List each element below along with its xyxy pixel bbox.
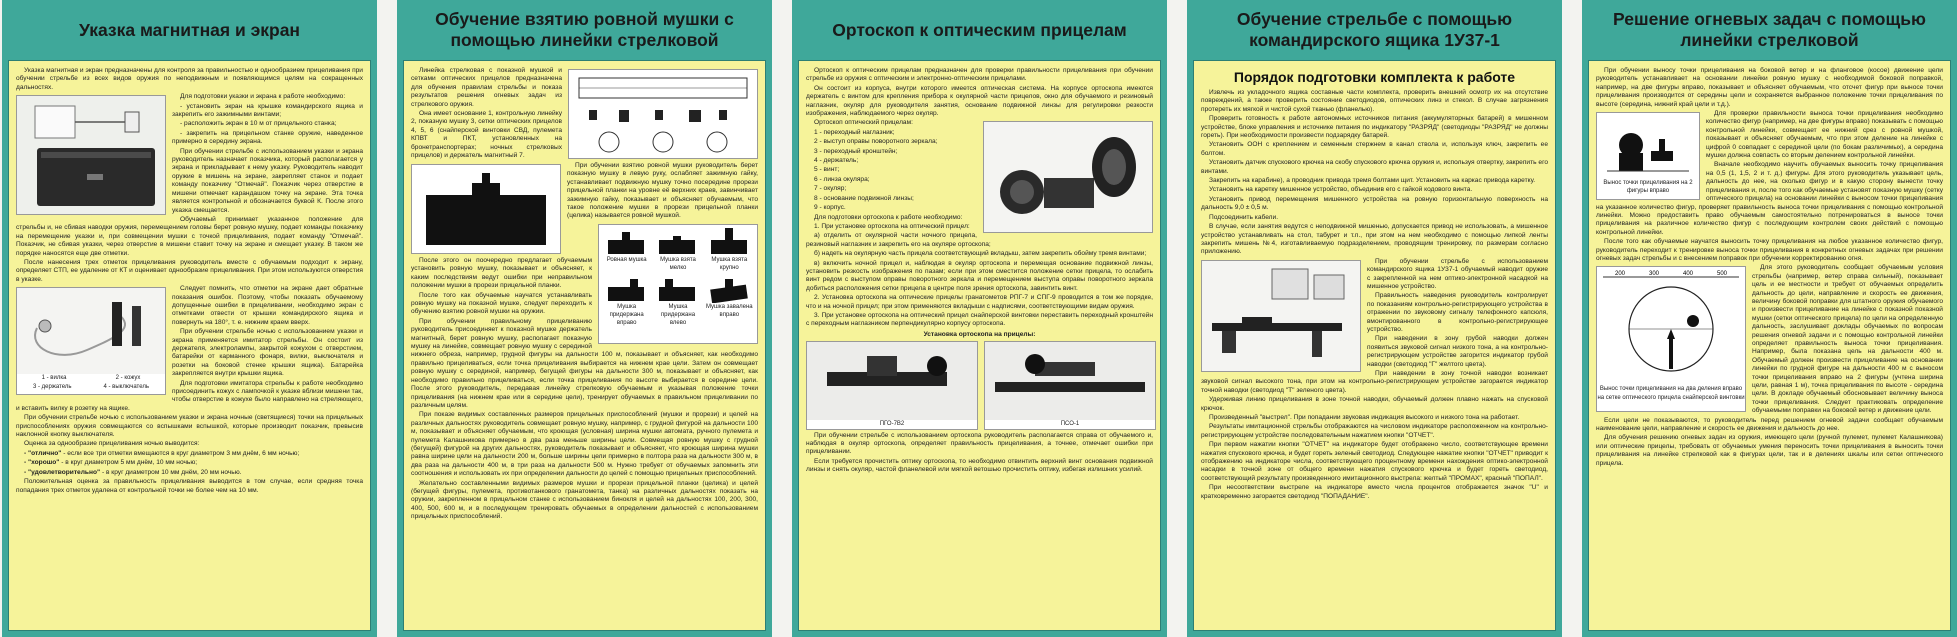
legend-item: 4 - выключатель: [103, 383, 149, 390]
paragraph: Для подготовки имитатора стрельбы к работе необходимо присоединить кожух с лампочкой к указке вблизи мишени так, чтобы отверстие в кожухе было направлено на стреляющего, и вставить вилку в розетку на ящике.: [16, 379, 363, 412]
step: - расположить экран в 10 м от прицельного станка;: [180, 120, 337, 128]
paragraph: Проверить готовность к работе автономных источников питания (аккумуляторных батарей) в мишенном устройстве, блоке управления и источнике питания по индикатору "РАЗРЯД" (светодиоды "РАЗРЯД" не должны гореть). При необходимости произвести подзарядку батарей.: [1201, 115, 1548, 140]
poster-fire-tasks: [1582, 0, 1957, 637]
paragraph: При обучении взятию ровной мушки руководитель берет показную мушку в левую руку, ослабляет зажимную гайку, устанавливает подвижную мушку точно посередине прорези прицельной планки на уровне её верхних краев, завинчивает зажимную гайку, показывает и объясняет обучаемым, что такое положение мушки в прорези прицельной планки (целика) называется ровной мушкой.: [567, 162, 758, 220]
paragraph: При обучении стрельбе ночью с использованием указки и экрана ночные (светящиеся) точки на прицельных приспособлениях оружия совмещаются со вспышками вспышкой, которые производит показчик, превысив наклонной кнопку выключателя.: [16, 414, 363, 439]
poster-body: [8, 60, 371, 631]
paragraph: Установить на каретку мишенное устройство, объединив его с гайкой кодового винта.: [1209, 186, 1473, 194]
paragraph: Она имеет основание 1, контрольную линейку 2, показную мушку 3, сетки оптических прицелов 4, 5, 6 (снайперской винтовки СВД, пулемета КПВТ и ПКТ, установленных на бронетранспортерах; ночных стрелковых прицелов) и держатель магнитный 7.: [411, 110, 562, 160]
part-item: 2 - выступ оправы поворотного зеркала;: [814, 138, 938, 146]
sight-shape: [653, 228, 701, 256]
paragraph: Линейка стрелковая с показной мушкой и сетками оптических прицелов предназначена для обучения правилам стрельбы и показа результатов решения огневых задач из стрелкового оружия.: [411, 67, 562, 108]
sight-shape: [653, 275, 701, 303]
paragraph: а) отделить от окулярной части ночного прицела, резиновый наглазник и закрепить его на окуляре ортоскопа;: [806, 232, 991, 248]
figure-caption: Вынос точки прицеливания на два деления вправо на сетке оптического прицела снайперской винтовки: [1597, 386, 1745, 401]
paragraph: При обучении стрельбе с использованием командирского ящика 1У37-1 обучаемый наводит оружие с закрепленной на нем оптико-электронной насадкой на мишенное устройство.: [1367, 257, 1548, 290]
mount-photo-pgo: [806, 341, 978, 429]
part-item: 6 - линза окуляра;: [814, 175, 870, 183]
part-item: 8 - основание подвижной линзы;: [814, 194, 914, 202]
paragraph: После того как обучаемые научатся выносить точку прицеливания на любое указанное количество фигур, руководитель переходит к тренировке выноса точки прицеливания в конкретных огневых задачах при решении огневых задач стрельбы и с внесением поправок при обучении корректированию огня.: [1596, 238, 1943, 262]
part-item: 1 - переходный наглазник;: [814, 128, 895, 136]
paragraph: Если цели не показываются, то руководитель перед решением огневой задачи сообщает обучаемым наименование цели, направление и скорость ее движения и дальность до нее.: [1596, 416, 1943, 433]
paragraph: При обучении правильному прицеливанию руководитель присоединяет к показной мушке держатель магнитный, берет ровную мушку, располагает показную мушку на линейке, совмещает ровную мушку с серединой нижнего обреза, например, грудной фигуры на дальности 100 м, показывает и объясняет, как необходимо правильно прицеливаться, если точка прицеливания выбирается на нижнем крае цели. Затем он совмещает ровную мушку с серединой, например, бегущей фигуры на дальности 300 м, показывает и объясняет, как необходимо правильно прицеливаться, если точка прицеливания по высоте выбирается в середине цели. После этого руководитель, передавая линейку стрелковую обучаемым и указывая положение точки прицеливания (на нижнем крае или в середине цели), тренирует обучаемых в правильном прицеливании по различным целям.: [411, 317, 758, 409]
poster-body: [403, 60, 766, 631]
paragraph: 2. Установка ортоскопа на оптические прицелы гранатометов РПГ-7 и СПГ-9 проводится в том же порядке, что и на ночной прицел; при этом применяются вкладыши с надписями, соответствующими видам оружия.: [806, 294, 1153, 310]
mount-photo-pso: [984, 341, 1156, 429]
ruler-mark: 300: [1649, 271, 1660, 278]
part-item: 7 - окуляр;: [814, 185, 847, 193]
aim-offset-figure: [1596, 112, 1700, 200]
step: - закрепить на прицельном станке оружие, наведенное примерно в середину экрана.: [172, 129, 363, 146]
paragraph: Установить привод перемещения мишенного устройства на ровную горизонтальную поверхность на дальность 9,0 ± 0,5 м.: [1201, 195, 1548, 212]
paragraph: При несоответствии выстреле на индикаторе вместо числа процентов отображается значок "U" и кратковременно загорается светодиод "ПОПАДАНИЕ".: [1201, 484, 1548, 500]
paragraph: После нанесения трех отметок прицеливания руководитель вместе с обучаемым подходит к экрану, определяет СТП, ее удаление от КТ и оценивает однообразие прицеливания. При этом используются отверстия в указке.: [16, 258, 363, 283]
poster-front-sight-ruler: [397, 0, 772, 637]
paragraph: б) надеть на окулярную часть прицела соответствующий вкладыш, затем закрепить обойму тремя винтами;: [814, 250, 1147, 258]
poster-commander-box: [1187, 0, 1562, 637]
ruler-mark: 400: [1683, 271, 1694, 278]
mount-title: Установка ортоскопа на прицелы:: [923, 330, 1036, 338]
legend-item: 3 - держатель: [32, 383, 72, 390]
sight-label: Ровная мушка: [606, 256, 647, 263]
paragraph: Положительная оценка за правильность прицеливания выводится в том случае, если средняя точка попадания трех отметок удалена от контрольной точки не более чем на 10 мм.: [16, 478, 363, 494]
paragraph: Установить датчик спускового крючка на скобу спускового крючка оружия и, используя отвертку, закрепить его винтами.: [1201, 159, 1548, 175]
scope-reticle-figure: [1596, 266, 1746, 412]
sight-shape: [602, 275, 650, 303]
paragraph: При наведении в зону точной наводки возникает звуковой сигнал высокого тона, при этом на контрольно-регистрирующем устройстве загорается индикатор точной наводки (светодиод "Т" зеленого цвета).: [1201, 370, 1548, 394]
part-item: 5 - винт;: [814, 166, 840, 174]
training-kit-image: [1201, 260, 1361, 372]
paragraph: Произведенный "выстрел". При попадании звуковая индикация высокого и низкого тона на работает.: [1209, 414, 1520, 422]
paragraph: Подсоединить кабели.: [1209, 213, 1279, 221]
sight-shape: [602, 228, 650, 256]
paragraph: Для подготовки ортоскопа к работе необходимо:: [814, 213, 963, 221]
paragraph: 1. При установке ортоскопа на оптический прицел:: [814, 222, 970, 230]
poster-magnetic-pointer: [2, 0, 377, 637]
night-simulator-image: [16, 287, 166, 395]
mount-caption: ПСО-1: [1060, 421, 1080, 428]
step: - установить экран на крышке командирского ящика и закрепить его зажимными винтами;: [172, 102, 363, 119]
grade-item: - "хорошо" - в круг диаметром 5 мм днём, 10 мм ночью;: [24, 459, 198, 467]
grade-item: - "отлично" - если все три отметки вмещаются в круг диаметром 3 мм днём, 6 мм ночью;: [24, 449, 300, 457]
sight-label: Мушка завалена вправо: [705, 303, 753, 319]
figure-caption: Вынос точки прицеливания на 2 фигуры вправо: [1603, 180, 1693, 195]
poster-orthoscope: [792, 0, 1167, 637]
paragraph: Желательно составленными видимых размеров мушки и прорези прицельной планки (целика) и целей (бегущей фигуры, пулемета, противотанкового гранатомета, танка) на различных дальностях показать на оружии, закрепленном в прицельном станке с использованием бинокля и целей на дальностях 100, 200, 300, 400, 500, 600 м, и в последующем тренировать обучаемых в определении дальностей с использованием прицельных приспособлений.: [411, 479, 758, 521]
poster-title: Решение огневых задач с помощью линейки стрелковой: [1613, 9, 1926, 50]
paragraph: Указка магнитная и экран предназначены для контроля за правильностью и однообразием прицеливания при обучении стрельбе из всех видов оружия по неподвижным и появляющимся целям на сокращенных дальностях.: [16, 67, 363, 91]
paragraph: В случае, если занятия ведутся с неподвижной мишенью, допускается привод не использовать, а мишенное устройство устанавливать на стол, табурет и т.п., при этом на нем необходимо с помощью липкой ленты закрепить мишень №4, изготавливаемую подразделением, проводящим тренировку, по размерам согласно приложению.: [1201, 223, 1548, 256]
paragraph: При первом нажатии кнопки "ОТЧЕТ" на индикаторе будет отображено число, соответствующее времени нажатия спускового крючка, и будет гореть зеленый светодиод. Следующее нажатие кнопки "ОТЧЕТ" приводит к отображению на индикаторе числа, соответствующего процентному времени нахождения оптико-электронной насадки в точной зоне от общего времени нажатия спускового крючка и будет гореть светодиод, соответствующий результату произведенного имитационного выстрела: желтый "ПРОМАХ", красный "ПОПАЛ".: [1201, 441, 1548, 482]
paragraph: После этого он поочередно предлагает обучаемым установить ровную мушку, показывает и объясняет, к каким последствиям ведут ошибки при неправильном положении мушки в прорези прицельной планки.: [411, 257, 592, 290]
paragraph: Если требуется прочистить оптику ортоскопа, то необходимо отвинтить верхний винт основания подвижной линзы и снять окуляр, частой фланелевой или мягкой ветошью прочистить оптику, избегая излишних усилий.: [806, 457, 1153, 474]
paragraph: После того как обучаемые научатся устанавливать ровную мушку на показной мушке, следует переходить к обучению взятию ровной мушки на оружии.: [411, 291, 592, 316]
paragraph: Закрепить на карабине), а проводник привода тремя болтами щит. Установить на каркас привода каретку.: [1209, 177, 1536, 185]
legend-item: 2 - кожух: [115, 375, 141, 382]
paragraph: Вначале необходимо научить обучаемых выносить точку прицеливания на 0,5 (1, 1,5, 2 и т. д.) фигуры. Для этого руководитель указывает цель, дальность до нее, на сколько фигур и в какую сторону вынести точку прицеливания и, после того как обучаемые установят показную мушку (сетку оптического прицела) на основании линейки с выносом точки прицеливания на указанное количество фигур, проверяет правильность выноса точки прицеливания с помощью контрольной линейки. Можно предоставить право обучаемым самостоятельно потренироваться в выносе точки прицеливания на различное количество фигур с последующим контролем своих действий с помощью контрольной линейки.: [1596, 161, 1943, 236]
poster-body: [798, 60, 1161, 631]
front-sight-image: [411, 164, 561, 254]
paragraph: Ортоскоп оптический прицелам:: [814, 119, 913, 127]
paragraph: 3. При установке ортоскопа на оптический прицел снайперской винтовки переставить переходный кронштейн с переходным наглазником перпендикулярно корпусу ортоскопа.: [806, 311, 1153, 328]
paragraph: При обучении выносу точки прицеливания на боковой ветер и на фланговое (косое) движение цели руководитель устанавливает на основании линейки ровную мушку с необходимой боковой поправкой, например, на две фигуры вправо, показывает и объясняет обучаемым, что отсчет фигур при выносе точки прицеливания производится от середины цели и сохраняется выбранное положение точки прицеливания по высоте (середина, нижний край цели и т.д.).: [1596, 67, 1943, 108]
section-title: Порядок подготовки комплекта к работе: [1233, 69, 1516, 85]
paragraph: Правильность наведения руководитель контролирует по показаниям контрольно-регистрирующего устройства в отражении по звуковому сигналу телефонного капсюля, вмонтированного в контрольно-регистрирующее устройство.: [1367, 292, 1548, 333]
paragraph: Для проверки правильности выноса точки прицеливания необходимо количество фигур (например, на две фигуры вправо) показывать с помощью контрольной линейки, совмещает ее нижний срез с ровной мушкой, показывает и объясняет обучаемым, что при этом деление на линейке с цифрой 0 совпадает с серединой цели (по бокам различимых), а середина мушки должна совпасть со вторым делением контрольной линейки.: [1706, 110, 1943, 160]
mount-caption: ПГО-7В2: [879, 421, 905, 428]
paragraph: Удерживая линию прицеливания в зоне точной наводки, обучаемый должен плавно нажать на спусковой крючок.: [1201, 396, 1548, 412]
sight-positions-grid: [598, 224, 758, 344]
poster-body: [1193, 60, 1556, 631]
part-item: 4 - держатель;: [814, 157, 859, 165]
paragraph: Он состоит из корпуса, внутри которого имеется оптическая система. На корпусе ортоскопа имеются держатель с винтом для крепления прибора к окулярной части прицелов, окно для обучаемого и резиновый наглазник, окуляр для руководителя занятия, основание подвижной линзы для регулировки резкости изображения, наблюдаемого через окуляр.: [806, 84, 1153, 118]
part-item: 3 - переходный кронштейн;: [814, 147, 898, 155]
paragraph: При обучении стрельбе с использованием указки и экрана руководитель назначает показчика, который располагается у экрана и прикладывает к нему указку. Руководитель наводит оружие в мишень на экране, закрепляет станок и подает команду показчику "Отмечай". Показчик через отверстие в мишени отмечает карандашом точку на экране. Эта точка является контрольной и обозначается буквой К. После этого указка смещается.: [172, 147, 363, 214]
pointer-case-image: [16, 95, 166, 215]
ruler-mark: 200: [1615, 271, 1626, 278]
paragraph: в) включить ночной прицел и, наблюдая в окуляр ортоскопа и перемещая основание подвижной линзы, установить резкость изображения по пазам; если при этом сместится положение сетки прицела, то ослабить винт редом с выступом оправы поворотного зеркала и перемещением выступа оправы поворотного зеркала добиться расположения сетки прицела в центре поля зрения ортоскопа, завинтить винт.: [806, 259, 1153, 292]
paragraph: При наведении в зону грубой наводки должен появиться звуковой сигнал низкого тона, а на контрольно-регистрирующем устройстве загорится индикатор грубой наводки (светодиод "Г" желтого цвета).: [1367, 335, 1548, 368]
paragraph: При показе видимых составленных размеров прицельных приспособлений (мушки и прорези) и целей на различных дальностях руководитель совмещает ровную мушку, например, с грудной фигурой на дальности 100 м, показывает и объясняет обучаемым, что кроющая (условная) ширина мушки автомата, ручного пулемета и пулемета Калашникова примерно в два раза меньше ширины цели. Совмещая ровную мушку с грудной (бегущей) фигурой на других дальностях, руководитель показывает и объясняет, что кроющая ширина мушки равна ширине цели на дальности 200 м, больше ширины цели примерно в полтора раза на дальности 300 м, в два раза на дальности 400 м, в три раза на дальности 500 м. Нужно требует от обучаемых запомнить эти соотношения и использовать их при определении дальности до целей с помощью прицельных приспособлений.: [411, 411, 758, 478]
sight-shape: [705, 275, 753, 303]
poster-title: Обучение взятию ровной мушки с помощью линейки стрелковой: [435, 9, 734, 50]
paragraph: Обучаемый принимает указанное положение для стрельбы и, не сбивая наводки оружия, перемещением головы берет ровную мушку, подает команды показчику на перемещение указки и, при совмещении мушки с точкой прицеливания, подает команду "Отмечай". Показчик, не сбивая указки, через отверстие в мишени ставит точку на экране и смещает указку. В таком же порядке наносятся еще две отметки.: [16, 215, 363, 257]
paragraph: Оценка за однообразие прицеливания ночью выводится:: [24, 440, 200, 448]
paragraph: Для этого руководитель сообщает обучаемым условия стрельбы (например, ветер справа сильный), показывает цель и ее местности и требует от обучаемых определить дальность до цели, направление и скорость ее движения, величину боковой поправки для штатного оружия обучаемого и произвести прицеливание на линейке с показной показной мушки (сетки оптического прицела) по цели на определенную дальность, заслушивает доклады обучаемых по вопросам решения огневой задачи и с помощью контрольной линейки определяет правильность выноса точки прицеливания. Например, была показана цель на дальности 400 м. Обучаемый должен произвести прицеливание на основании линейки по грудной фигуре на дальности 400 м с выносом точки прицеливания вправо на 2 фигуры (учтена ширина цели, равная 1 м), точка прицеливания по высоте - середина цели. В докладе обучаемый обосновывает величину выноса точки прицеливания. Следует практиковать определение обучаемыми поправки на боковой ветер и движение цели.: [1752, 264, 1943, 415]
poster-title: Обучение стрельбе с помощью командирского ящика 1У37-1: [1236, 9, 1513, 50]
paragraph: Установить ООН с креплением и семенным стержнем в канал ствола и, используя ключ, закрепить ее болтом.: [1201, 141, 1548, 157]
sight-label: Мушка взята крупно: [711, 256, 748, 272]
sight-shape: [705, 228, 753, 256]
paragraph: Ортоскоп к оптическим прицелам предназначен для проверки правильности прицеливания при обучении стрельбе из оружия с оптическим и электронно-оптическим прицелами.: [806, 67, 1153, 83]
paragraph: При обучении стрельбе ночью с использованием указки и экрана применяется имитатор стрельбы. Он состоит из держателя, электролампы, закрытой кожухом с отверстием, батарейки от карманного фонаря, вилки, выключателя и розетки на боковой стенке крышки ящика). Батарейка закрепляется внутри крышки ящика.: [172, 328, 363, 378]
ruler-diagram: [568, 69, 758, 159]
poster-title: Ортоскоп к оптическим прицелам: [832, 19, 1127, 40]
sight-label: Мушка придержана вправо: [609, 303, 644, 327]
part-item: 9 - корпус.: [814, 204, 846, 212]
paragraph: Результаты имитационной стрельбы отображаются на числовом индикаторе расположенном на контрольно-регистрирующем устройстве последовательным нажатием кнопки "ОТЧЕТ".: [1201, 423, 1548, 439]
sight-label: Мушка придержана влево: [660, 303, 696, 327]
paragraph: Для подготовки указки и экрана к работе необходимо:: [180, 93, 346, 101]
legend-item: 1 - вилка: [41, 375, 67, 382]
paragraph: Извлечь из укладочного ящика составные части комплекта, проверить внешний осмотр их на отсутствие повреждений, а также проверить состояние светодиодов, оптических линз и стекол. В случае загрязнения протереть их мягкой и чистой сухой тканью (фланелью).: [1201, 89, 1548, 113]
orthoscope-image: [983, 121, 1153, 233]
sight-label: Мушка взята мелко: [660, 256, 696, 272]
ruler-mark: 500: [1717, 271, 1728, 278]
grade-item: - "удовлетворительно" - в круг диаметром 10 мм днём, 20 мм ночью.: [24, 468, 242, 476]
paragraph: Для обучения решению огневых задач из оружия, имеющего цели (ручной пулемет, пулемет Калашникова) или оптические прицелы, требовать от обучаемых умения переносить точки прицеливания в выносить точки прицеливания на линейке стрелковой как в фигурах цели, так и в делениях шкалы или сетки оптического прицела.: [1596, 434, 1943, 467]
paragraph: При обучении стрельбе с использованием ортоскопа руководитель располагается справа от обучаемого и, наблюдая в окуляр ортоскопа, определяет правильность прицеливания, а точнее, отмечает ошибки при прицеливании.: [806, 431, 1153, 456]
poster-body: [1588, 60, 1951, 631]
poster-title: Указка магнитная и экран: [78, 19, 301, 40]
paragraph: Следует помнить, что отметки на экране дает обратные показания ошибок. Поэтому, чтобы показать обучаемому допущенные ошибки в прицеливании, необходимо экран с отметками отвести от крышки командирского ящика и повернуть на 180°, т. е. нижним краем вверх.: [172, 285, 363, 326]
